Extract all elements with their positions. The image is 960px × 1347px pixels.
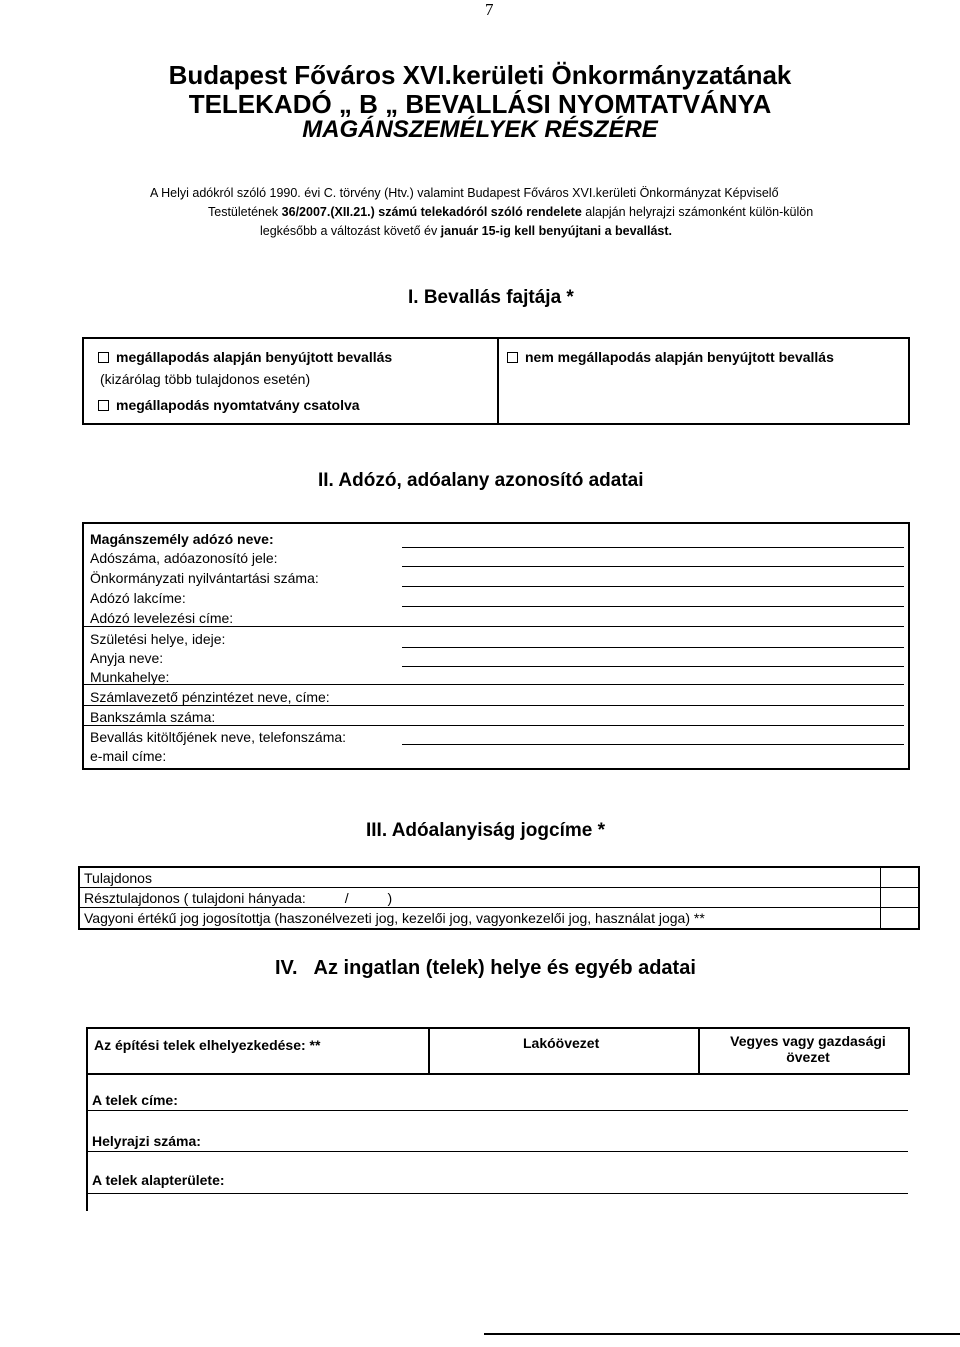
section1-title: I. Bevallás fajtája * — [408, 287, 574, 308]
field-mailing-address: Adózó levelezési címe: — [90, 610, 234, 626]
section1-box — [82, 337, 910, 425]
entitlement-property-right[interactable]: Vagyoni értékű jog jogosítottja (haszonélvezeti jog, kezelői jog, vagyonkezelői jog, használat joga) ** — [84, 910, 705, 926]
footer-rule — [484, 1333, 960, 1335]
entitlement-co-owner[interactable]: Résztulajdonos ( tulajdoni hányada: / ) — [84, 890, 393, 906]
section4-box — [86, 1027, 908, 1212]
field-birth-place-date: Születési helye, ideje: — [90, 631, 226, 647]
form-title-line2: TELEKADÓ „ B „ BEVALLÁSI NYOMTATVÁNYA — [188, 89, 772, 119]
lot-address-label: A telek címe: — [92, 1092, 178, 1108]
field-tax-number: Adószáma, adóazonosító jele: — [90, 550, 278, 566]
form-title-line1: Budapest Főváros XVI.kerületi Önkormányzatának — [168, 60, 792, 90]
input-line[interactable] — [402, 666, 904, 667]
option-residential-zone[interactable]: Lakóövezet — [523, 1035, 600, 1051]
field-registry-number: Önkormányzati nyilvántartási száma: — [90, 570, 319, 586]
row-divider — [84, 705, 904, 706]
lot-area-label: A telek alapterülete: — [92, 1172, 225, 1188]
option-agreement-note: (kizárólag több tulajdonos esetén) — [100, 371, 311, 387]
lot-number-label: Helyrajzi száma: — [92, 1133, 201, 1149]
field-email: e-mail címe: — [90, 748, 167, 764]
location-label: Az építési telek elhelyezkedése: ** — [94, 1037, 321, 1053]
option-mixed-zone[interactable]: Vegyes vagy gazdasági övezet — [730, 1033, 886, 1065]
intro-line3: legkésőbb a változást követő év január 15-ig kell benyújtani a bevallást. — [260, 224, 673, 238]
field-mother-name: Anyja neve: — [90, 650, 164, 666]
option-agreement-based[interactable]: megállapodás alapján benyújtott bevallás — [98, 349, 392, 365]
intro-line2: Testületének 36/2007.(XII.21.) számú telekadóról szóló rendelete alapján helyrajzi számonként külön-külön — [208, 205, 814, 219]
field-bank-name: Számlavezető pénzintézet neve, címe: — [90, 689, 330, 705]
row-divider — [84, 725, 904, 726]
intro-paragraph — [150, 184, 910, 241]
section2-title: II. Adózó, adóalany azonosító adatai — [318, 470, 644, 491]
page-number: 7 — [485, 0, 494, 19]
checkbox-icon[interactable] — [507, 352, 518, 363]
entitlement-owner[interactable]: Tulajdonos — [84, 870, 152, 886]
row-divider — [84, 626, 904, 627]
input-line[interactable] — [402, 606, 904, 607]
input-line[interactable] — [402, 744, 904, 745]
section4-title: IV. Az ingatlan (telek) helye és egyéb adatai — [275, 957, 696, 979]
input-line[interactable] — [402, 586, 904, 587]
field-filler-name-phone: Bevallás kitöltőjének neve, telefonszáma: — [90, 729, 347, 745]
input-line[interactable] — [402, 566, 904, 567]
field-taxpayer-name: Magánszemély adózó neve: — [90, 531, 274, 547]
input-line[interactable] — [402, 547, 904, 548]
section3-box — [78, 866, 920, 930]
row-divider — [84, 684, 904, 685]
field-bank-account: Bankszámla száma: — [90, 709, 216, 725]
section2-box — [82, 522, 910, 770]
field-residence: Adózó lakcíme: — [90, 590, 186, 606]
option-agreement-attached[interactable]: megállapodás nyomtatvány csatolva — [98, 397, 360, 413]
checkbox-icon[interactable] — [98, 400, 109, 411]
field-workplace: Munkahelye: — [90, 669, 170, 685]
intro-line1: A Helyi adókról szóló 1990. évi C. törvény (Htv.) valamint Budapest Főváros XVI.kerületi Önkormányzat Képviselő — [150, 186, 779, 200]
option-not-agreement-based[interactable]: nem megállapodás alapján benyújtott bevallás — [507, 349, 834, 365]
form-title-line3: MAGÁNSZEMÉLYEK RÉSZÉRE — [302, 116, 658, 143]
section3-title: III. Adóalanyiság jogcíme * — [366, 820, 605, 841]
checkbox-icon[interactable] — [98, 352, 109, 363]
input-line[interactable] — [402, 647, 904, 648]
location-row — [86, 1027, 910, 1075]
